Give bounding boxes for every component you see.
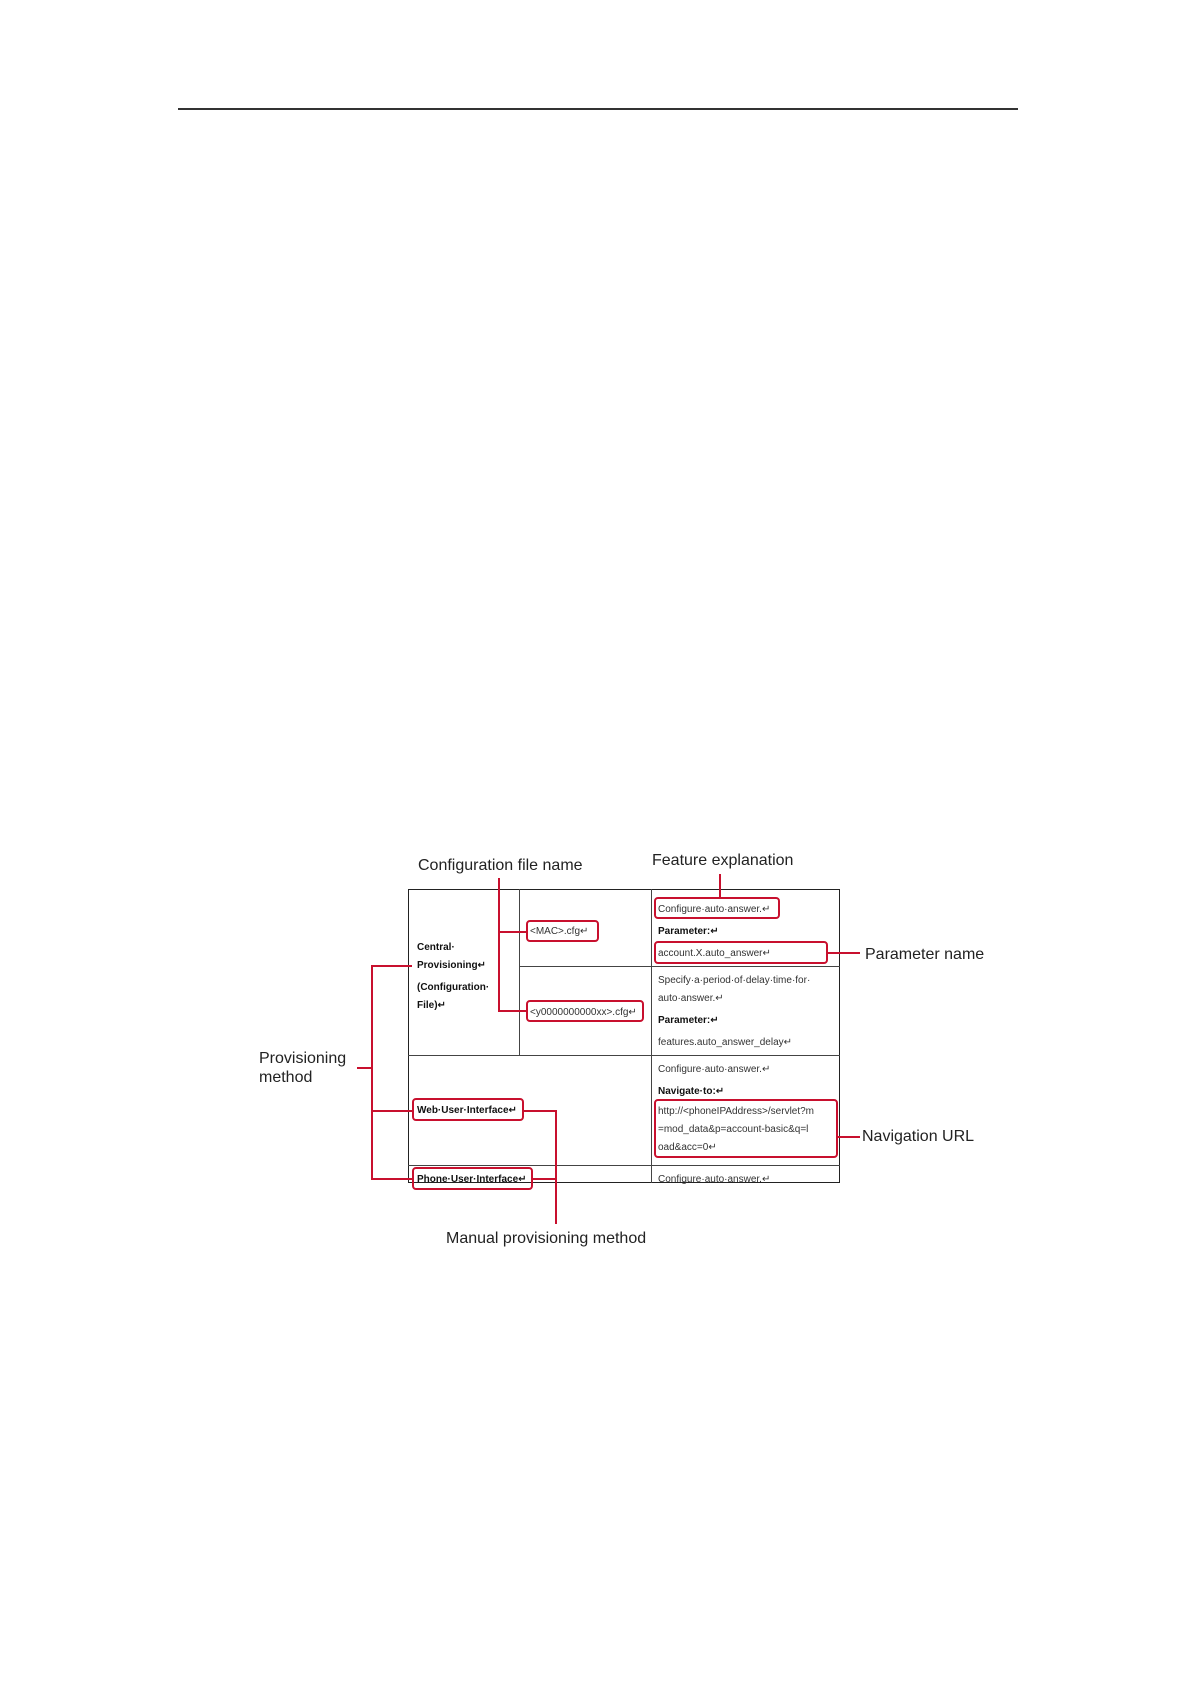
callout-provisioning-method-line2: method: [259, 1069, 313, 1086]
callout-config-file-name: Configuration file name: [418, 857, 583, 874]
row2-feature-text-line1: Specify·a·period·of·delay·time·for·: [658, 975, 811, 986]
row3-feature-text: Configure·auto·answer.↵: [658, 1064, 771, 1075]
highlight-phone-user-interface: [412, 1167, 533, 1190]
row3-navigate-label: Navigate·to:↵: [658, 1086, 725, 1097]
leader-provisioning-to-phone: [371, 1178, 412, 1180]
navigation-url-line3: oad&acc=0↵: [658, 1142, 717, 1153]
row1-feature-text: Configure·auto·answer.↵: [658, 904, 771, 915]
navigation-url-line1: http://<phoneIPAddress>/servlet?m: [658, 1106, 815, 1117]
web-user-interface-label: Web·User·Interface↵: [417, 1105, 517, 1116]
leader-config-file-to-y: [498, 1010, 526, 1012]
leader-manual-to-phone: [533, 1178, 556, 1180]
row1-parameter-value: account.X.auto_answer↵: [658, 948, 771, 959]
leader-config-file-to-mac: [498, 931, 526, 933]
leader-provisioning-label: [357, 1067, 371, 1069]
table-row-divider-1: [519, 966, 840, 967]
highlight-navigation-url: [654, 1099, 838, 1158]
table-col-divider-2: [651, 889, 652, 1183]
leader-parameter-name: [828, 952, 860, 954]
row2-parameter-value: features.auto_answer_delay↵: [658, 1037, 793, 1048]
callout-feature-explanation: Feature explanation: [652, 852, 794, 869]
central-provisioning-line3: (Configuration·: [417, 982, 490, 993]
row1-parameter-label: Parameter:↵: [658, 926, 719, 937]
table-col-divider-1: [519, 889, 520, 1055]
leader-provisioning-to-central: [371, 965, 412, 967]
callout-parameter-name: Parameter name: [865, 946, 985, 963]
central-provisioning-line2: Provisioning↵: [417, 960, 486, 971]
leader-config-file-vertical: [498, 878, 500, 1012]
callout-navigation-url: Navigation URL: [862, 1128, 975, 1145]
row2-feature-text-line2: auto·answer.↵: [658, 993, 724, 1004]
y-cfg-filename: <y0000000000xx>.cfg↵: [530, 1007, 637, 1018]
table-row-divider-2: [408, 1055, 840, 1056]
highlight-web-user-interface: [412, 1098, 524, 1121]
mac-cfg-filename: <MAC>.cfg↵: [530, 926, 589, 937]
leader-provisioning-to-web: [371, 1110, 412, 1112]
callout-provisioning-method-line1: Provisioning: [259, 1050, 347, 1067]
leader-provisioning-vertical: [371, 965, 373, 1180]
navigation-url-line2: =mod_data&p=account-basic&q=l: [658, 1124, 809, 1135]
central-provisioning-line1: Central·: [417, 942, 455, 953]
leader-navigation-url: [838, 1136, 860, 1138]
highlight-mac-cfg: [526, 920, 599, 942]
row2-parameter-label: Parameter:↵: [658, 1015, 719, 1026]
highlight-y-cfg: [526, 1000, 644, 1022]
highlight-parameter-name: [654, 941, 828, 964]
central-provisioning-line4: File)↵: [417, 1000, 446, 1011]
leader-manual-vertical: [555, 1110, 557, 1224]
phone-user-interface-label: Phone·User·Interface↵: [417, 1174, 527, 1185]
table-row-divider-3: [408, 1165, 840, 1166]
leader-manual-to-web: [524, 1110, 556, 1112]
highlight-feature-explanation: [654, 897, 780, 919]
row4-feature-text: Configure·auto·answer.↵: [658, 1174, 771, 1185]
leader-feature-explanation: [719, 874, 721, 897]
callout-manual-provisioning-method: Manual provisioning method: [446, 1230, 647, 1247]
